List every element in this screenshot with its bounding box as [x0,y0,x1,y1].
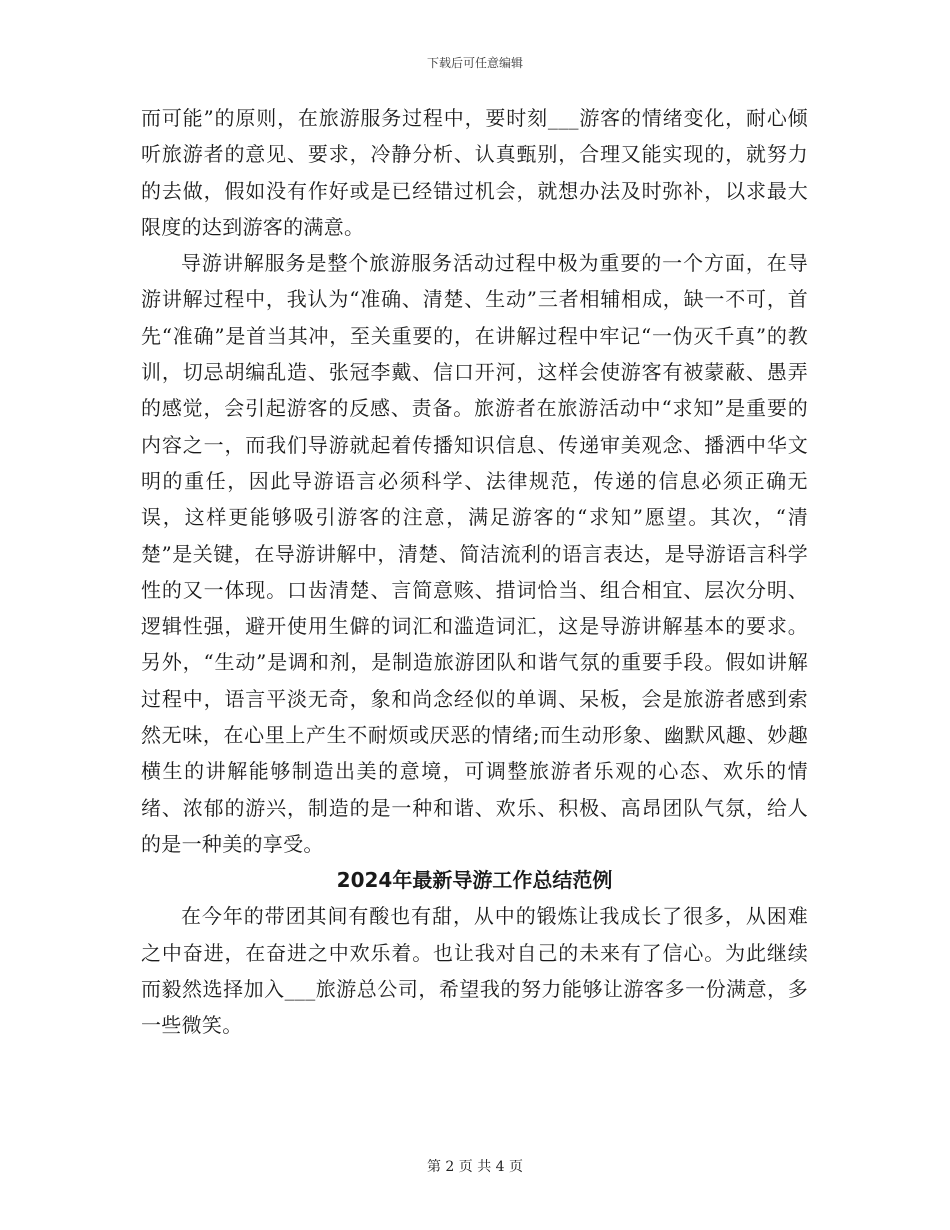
page-header: 下载后可任意编辑 [426,56,523,70]
section-title: 2024年最新导游工作总结范例 [336,868,613,893]
paragraph-summary: 在今年的带团其间有酸也有甜，从中的锻炼让我成长了很多，从困难之中奋进，在奋进之中欢乐着。也让我对自己的未来有了信心。为此继续而毅然选择加入___旅游总公司，希望我的努力能够让游客多一份满意，多一些微笑。 [141,904,808,1038]
document-body [141,100,808,1043]
paragraph-continued: 而可能”的原则，在旅游服务过程中，要时刻___游客的情绪变化，耐心倾听旅游者的意见、要求，冷静分析、认真甄别，合理又能实现的，就努力的去做，假如没有作好或是已经错过机会，就想办法及时弥补，以求最大限度的达到游客的满意。 [141,106,808,239]
paragraph-guide-explanation: 导游讲解服务是整个旅游服务活动过程中极为重要的一个方面，在导游讲解过程中，我认为“准确、清楚、生动”三者相辅相成，缺一不可，首先“准确”是首当其冲，至关重要的，在讲解过程中牢记“一伪灭千真”的教训，切忌胡编乱造、张冠李戴、信口开河，这样会使游客有被蒙蔽、愚弄的感觉，会引起游客的反感、责备。旅游者在旅游活动中“求知”是重要的内容之一，而我们导游就起着传播知识信息、传递审美观念、播洒中华文明的重任，因此导游语言必须科学、法律规范，传递的信息必须正确无误，这样更能够吸引游客的注意，满足游客的“求知”愿望。其次，“清楚”是关键，在导游讲解中，清楚、简洁流利的语言表达，是导游语言科学性的又一体现。口齿清楚、言简意赅、措词恰当、组合相宜、层次分明、逻辑性强，避开使用生僻的词汇和滥造词汇，这是导游讲解基本的要求。另外，“生动”是调和剂，是制造旅游团队和谐气氛的重要手段。假如讲解过程中，语言平淡无奇，象和尚念经似的单调、呆板，会是旅游者感到索然无味，在心里上产生不耐烦或厌恶的情绪;而生动形象、幽默风趣、妙趣横生的讲解能够制造出美的意境，可调整旅游者乐观的心态、欢乐的情绪、浓郁的游兴，制造的是一种和谐、欢乐、积极、高昂团队气氛，给人的是一种美的享受。 [141,251,808,856]
page-footer: 第 2 页 共 4 页 [426,1159,524,1175]
